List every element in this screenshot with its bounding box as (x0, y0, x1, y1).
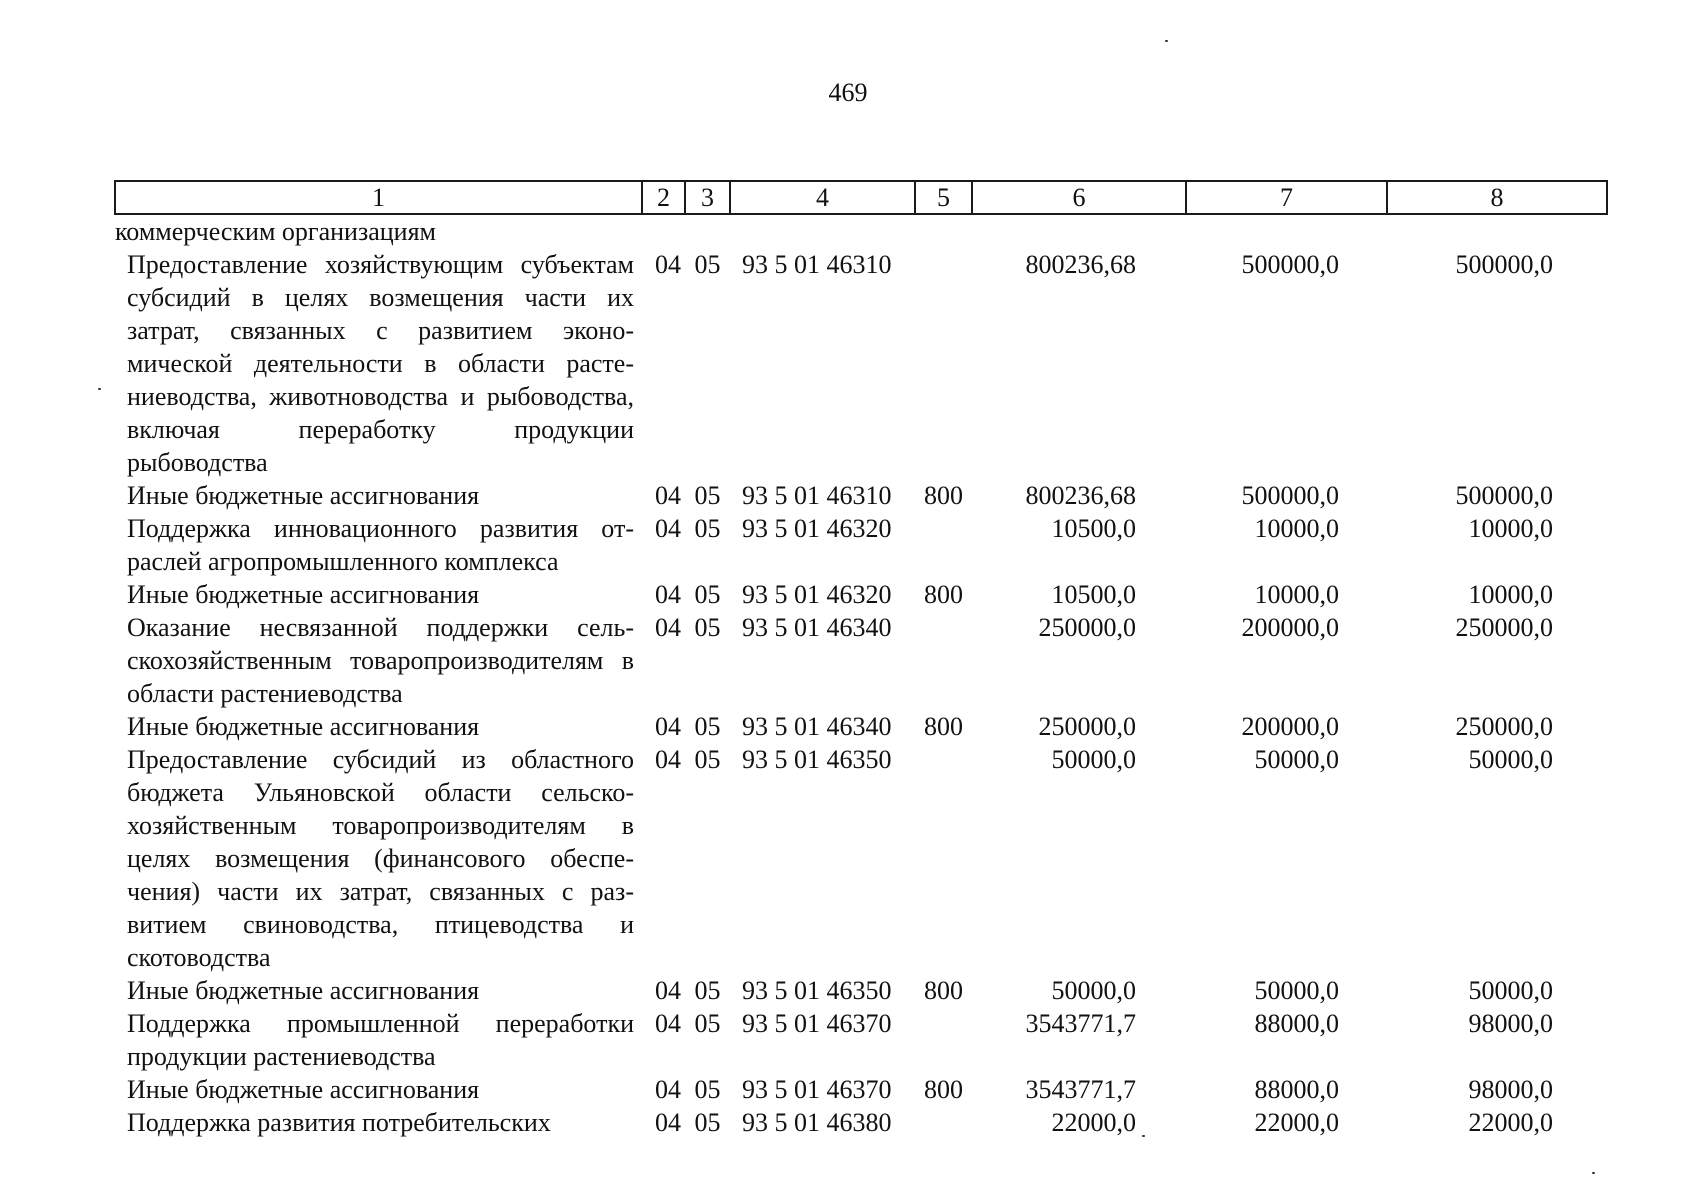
table-row (115, 248, 1607, 479)
amount-col6-cell: 50000,0 (1051, 745, 1136, 774)
amount-col7-cell: 88000,0 (1254, 1009, 1339, 1038)
section-code-cell: 04 (655, 976, 681, 1005)
subsection-code-cell: 05 (694, 745, 721, 774)
target-article-cell (730, 214, 915, 248)
section-code-cell: 04 (655, 1075, 681, 1104)
expense-type-cell: 800 (924, 712, 963, 741)
amount-col8-cell: 250000,0 (1455, 613, 1553, 642)
section-code-cell (642, 214, 685, 248)
expense-type-cell: 800 (924, 1075, 963, 1104)
subsection-code-cell: 05 (694, 712, 721, 741)
header-cell-8: 8 (1387, 181, 1607, 214)
row-name-cell: Оказание несвязанной поддержки сельскохозяйственным товаропроизводителям в области растениеводства (127, 613, 634, 708)
amount-col8-cell: 10000,0 (1468, 580, 1553, 609)
subsection-code-cell: 05 (694, 976, 721, 1005)
amount-col8-cell: 10000,0 (1468, 514, 1553, 543)
amount-col8-cell: 250000,0 (1455, 712, 1553, 741)
expense-type-cell: 800 (924, 481, 963, 510)
amount-col8-cell: 500000,0 (1455, 481, 1553, 510)
row-name-cell: Иные бюджетные ассигнования (127, 976, 480, 1005)
target-article-cell: 93 5 01 46370 (742, 1009, 892, 1038)
amount-col7-cell: 200000,0 (1241, 613, 1339, 642)
table-row (115, 1073, 1607, 1106)
amount-col7-cell: 50000,0 (1254, 745, 1339, 774)
table-row (115, 974, 1607, 1007)
amount-col7-cell (1186, 214, 1387, 248)
expense-type-cell (915, 512, 972, 578)
target-article-cell: 93 5 01 46320 (742, 580, 892, 609)
table-row (115, 1106, 1607, 1139)
table-row (115, 1007, 1607, 1073)
amount-col8-cell: 50000,0 (1468, 745, 1553, 774)
row-name-cell: Поддержка инновационного развития отраслей агропромышленного комплекса (127, 514, 634, 576)
row-name-cell: Иные бюджетные ассигнования (127, 580, 480, 609)
amount-col6-cell: 3543771,7 (1025, 1009, 1136, 1038)
amount-col7-cell: 88000,0 (1254, 1075, 1339, 1104)
subsection-code-cell: 05 (694, 613, 721, 642)
section-code-cell: 04 (655, 1108, 681, 1137)
header-row (115, 181, 1607, 214)
scan-speck (1165, 40, 1168, 42)
amount-col7-cell: 500000,0 (1241, 250, 1339, 279)
header-cell-4: 4 (730, 181, 915, 214)
section-code-cell: 04 (655, 613, 681, 642)
section-code-cell: 04 (655, 1009, 681, 1038)
header-cell-5: 5 (915, 181, 972, 214)
row-name-cell: Предоставление субсидий из областного бюджета Ульяновской области сельскохозяйственным товаропроизводителям в целях возмещения (финансового обеспечения) части их затрат, связанных с развитием свиноводства, птицеводства и скотоводства (127, 745, 634, 972)
amount-col7-cell: 50000,0 (1254, 976, 1339, 1005)
target-article-cell: 93 5 01 46370 (742, 1075, 892, 1104)
amount-col6-cell: 50000,0 (1051, 976, 1136, 1005)
amount-col7-cell: 22000,0 (1254, 1108, 1339, 1137)
row-name-cell: коммерческим организациям (115, 217, 437, 246)
section-code-cell: 04 (655, 712, 681, 741)
amount-col8-cell: 500000,0 (1455, 250, 1553, 279)
expense-type-cell: 800 (924, 580, 963, 609)
amount-col6-cell: 800236,68 (1025, 250, 1136, 279)
section-code-cell: 04 (655, 745, 681, 774)
target-article-cell: 93 5 01 46350 (742, 976, 892, 1005)
scan-speck (1592, 1172, 1595, 1174)
table-row (115, 479, 1607, 512)
table-row (115, 578, 1607, 611)
scan-speck (98, 388, 101, 390)
table-header (115, 181, 1607, 214)
expense-type-cell: 800 (924, 976, 963, 1005)
target-article-cell: 93 5 01 46310 (742, 250, 892, 279)
row-name-cell: Иные бюджетные ассигнования (127, 481, 480, 510)
header-cell-7: 7 (1186, 181, 1387, 214)
header-cell-2: 2 (642, 181, 685, 214)
amount-col8-cell: 98000,0 (1468, 1075, 1553, 1104)
target-article-cell: 93 5 01 46340 (742, 712, 892, 741)
header-cell-1: 1 (115, 181, 642, 214)
expense-type-cell (915, 743, 972, 974)
amount-col7-cell: 500000,0 (1241, 481, 1339, 510)
subsection-code-cell: 05 (694, 250, 721, 279)
budget-table (114, 180, 1608, 1139)
expense-type-cell (915, 1007, 972, 1073)
subsection-code-cell: 05 (694, 1009, 721, 1038)
row-name-cell: Предоставление хозяйствующим субъектам субсидий в целях возмещения части их затрат, связанных с развитием экономической деятельности в области растениеводства, животноводства и рыбоводства, включая переработку продукции рыбоводства (127, 250, 634, 477)
subsection-code-cell: 05 (694, 580, 721, 609)
amount-col6-cell: 250000,0 (1038, 712, 1136, 741)
section-code-cell: 04 (655, 514, 681, 543)
amount-col7-cell: 200000,0 (1241, 712, 1339, 741)
amount-col8-cell: 50000,0 (1468, 976, 1553, 1005)
target-article-cell: 93 5 01 46350 (742, 745, 892, 774)
section-code-cell: 04 (655, 580, 681, 609)
row-name-cell: Иные бюджетные ассигнования (127, 712, 480, 741)
subsection-code-cell: 05 (694, 481, 721, 510)
target-article-cell: 93 5 01 46340 (742, 613, 892, 642)
expense-type-cell (915, 214, 972, 248)
section-code-cell: 04 (655, 481, 681, 510)
target-article-cell: 93 5 01 46380 (742, 1108, 892, 1137)
amount-col8-cell (1387, 214, 1607, 248)
amount-col7-cell: 10000,0 (1254, 580, 1339, 609)
amount-col8-cell: 98000,0 (1468, 1009, 1553, 1038)
amount-col6-cell (972, 214, 1186, 248)
amount-col6-cell: 800236,68 (1025, 481, 1136, 510)
expense-type-cell (915, 611, 972, 710)
expense-type-cell (915, 248, 972, 479)
page-number: 469 (828, 78, 868, 107)
amount-col6-cell: 10500,0 (1051, 514, 1136, 543)
table-row (115, 743, 1607, 974)
row-name-cell: Поддержка развития потребительских (127, 1108, 551, 1137)
subsection-code-cell: 05 (694, 1075, 721, 1104)
amount-col7-cell: 10000,0 (1254, 514, 1339, 543)
header-cell-6: 6 (972, 181, 1186, 214)
subsection-code-cell: 05 (694, 514, 721, 543)
table-body (115, 214, 1607, 1139)
amount-col6-cell: 250000,0 (1038, 613, 1136, 642)
subsection-code-cell (685, 214, 730, 248)
expense-type-cell (915, 1106, 972, 1139)
target-article-cell: 93 5 01 46310 (742, 481, 892, 510)
table-row (115, 214, 1607, 248)
row-name-cell: Поддержка промышленной переработки продукции растениеводства (127, 1009, 634, 1071)
row-name-cell: Иные бюджетные ассигнования (127, 1075, 480, 1104)
table-row (115, 512, 1607, 578)
header-cell-3: 3 (685, 181, 730, 214)
subsection-code-cell: 05 (694, 1108, 721, 1137)
table-row (115, 710, 1607, 743)
amount-col8-cell: 22000,0 (1468, 1108, 1553, 1137)
amount-col6-cell: 10500,0 (1051, 580, 1136, 609)
section-code-cell: 04 (655, 250, 681, 279)
target-article-cell: 93 5 01 46320 (742, 514, 892, 543)
scan-speck (1142, 1135, 1145, 1137)
amount-col6-cell: 3543771,7 (1025, 1075, 1136, 1104)
table-row (115, 611, 1607, 710)
amount-col6-cell: 22000,0 (1051, 1108, 1136, 1137)
